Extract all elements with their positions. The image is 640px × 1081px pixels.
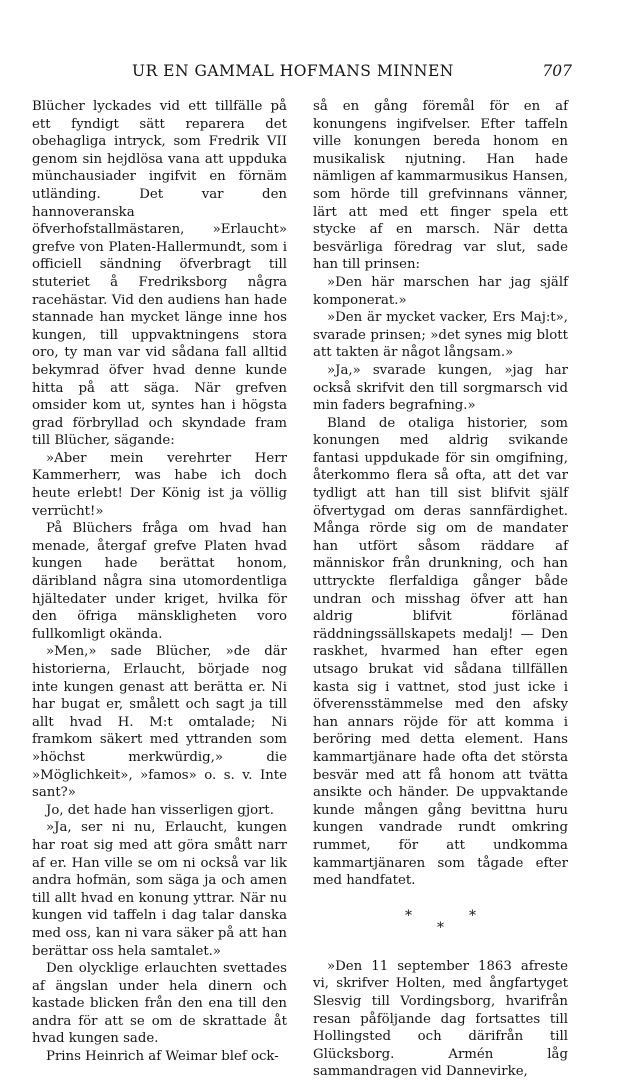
- paragraph: Blücher lyckades vid ett tillfälle på ett fyndigt sätt reparera det obehagliga intryck, som Fredrik VII genom sin hejdlösa vana att uppduka münchausiader ingifvit en förnäm utländing. Det var den hannoveranska öfverhofstallmästaren, »Erlaucht» grefve von Platen-Hallermundt, som i officiell sändning öfverbragt till stuteriet å Fredriksborg några racehästar. Vid den audiens han hade stannade han mycket länge inne hos kungen, till uppvaktningens stora oro, ty man var vid sådana fall alltid bekymrad öfver hvad denne kunde hitta på att säga. När grefven omsider kom ut, syntes han i högsta grad förbryllad och skyndade fram till Blücher, sägande:: [32, 99, 287, 449]
- paragraph: Bland de otaliga historier, som konungen med aldrig svikande fantasi uppdukade för sin omgifning, återkommo flera så ofta, att det var tydligt att han till sist blifvit själf öfvertygad om deras sannfärdighet. Många rörde sig om de mandater han utfört såsom räddare af människor från drunkning, och han uttryckte flerfaldiga gånger både undran och misshag öfver att han aldrig blifvit förlänad räddningssällskapets medalj! — Den raskhet, hvarmed han efter egen utsago brukat vid sådana tillfällen kasta sig i vattnet, stod just icke i öfverensstämmelse med den afsky han annars röjde för att komma i beröring med detta element. Hans kammartjänare hade ofta det största besvär med att få honom att tvätta ansikte och händer. De uppvaktande kunde mången gång bevittna huru kungen vandrade rundt omkring rummet, för att undkomma kammartjänaren som tågade efter med handfatet.: [313, 415, 568, 889]
- paragraph: »Den 11 september 1863 afreste vi, skrifver Holten, med ångfartyget Slesvig till Vordingsborg, hvarifrån resan påföljande dag fortsattes till Hollingsted och därifrån till Glücksborg. Armén låg sammandragen vid Dannevirke,: [313, 958, 568, 1080]
- running-title: UR EN GAMMAL HOFMANS MINNEN: [132, 62, 454, 80]
- paragraph: »Ja,» svarade kungen, »jag har också skrifvit den till sorgmarsch vid min faders begrafning.»: [313, 362, 568, 414]
- right-column: [313, 98, 568, 1081]
- section-separator: [313, 904, 568, 948]
- separator-star: *: [405, 907, 412, 924]
- paragraph: »Men,» sade Blücher, »de där historierna, Erlaucht, började nog inte kungen genast att berätta er. Ni har bugat er, smålett och sagt ja till allt hvad H. M:t omtalade; Ni framkom säkert med yttranden som »höchst merkwürdig,» die »Möglichkeit», »famos» o. s. v. Inte sant?»: [32, 644, 287, 801]
- paragraph: På Blüchers fråga om hvad han menade, återgaf grefve Platen hvad kungen hade berättat honom, däribland några sina utomordentliga hjältedater under kriget, hvilka för den öfriga mänskligheten voro fullkomligt okända.: [32, 521, 287, 642]
- page-number: 707: [542, 62, 572, 80]
- left-column: [32, 98, 287, 1066]
- paragraph: »Den här marschen har jag själf komponerat.»: [313, 274, 568, 308]
- paragraph: »Den är mycket vacker, Ers Maj:t», svarade prinsen; »det synes mig blott att takten är något långsam.»: [313, 310, 568, 361]
- separator-star: *: [469, 907, 476, 924]
- paragraph: »Aber mein verehrter Herr Kammerherr, was habe ich doch heute erlebt! Der König ist ja völlig verrücht!»: [32, 450, 287, 519]
- paragraph: Den olycklige erlauchten svettades af ängslan under hela dinern och kastade blicken från den ena till den andra för att se om de skrattade åt hvad kungen sade.: [32, 961, 287, 1047]
- paragraph: Prins Heinrich af Weimar blef ock-: [46, 1049, 279, 1065]
- paragraph: så en gång föremål för en af konungens ingifvelser. Efter taffeln ville konungen bereda honom en musikalisk njutning. Han hade nämligen af kammarmusikus Hansen, som hörde till grefvinnans vänner, lärt att med ett finger spela ett stycke af en marsch. När detta besvärliga föredrag var slut, sade han till prinsen:: [313, 99, 568, 273]
- running-header: [60, 62, 572, 88]
- separator-star: *: [437, 919, 444, 936]
- paragraph: Jo, det hade han visserligen gjort.: [46, 802, 275, 818]
- paragraph: »Ja, ser ni nu, Erlaucht, kungen har roat sig med att göra smått narr af er. Han ville se om ni också var lik andra hofmän, som säga ja och amen till allt hvad en konung yttrar. När nu kungen vid taffeln i dag talar danska med oss, kan ni vara säker på att han berättar oss hela samtalet.»: [32, 820, 287, 959]
